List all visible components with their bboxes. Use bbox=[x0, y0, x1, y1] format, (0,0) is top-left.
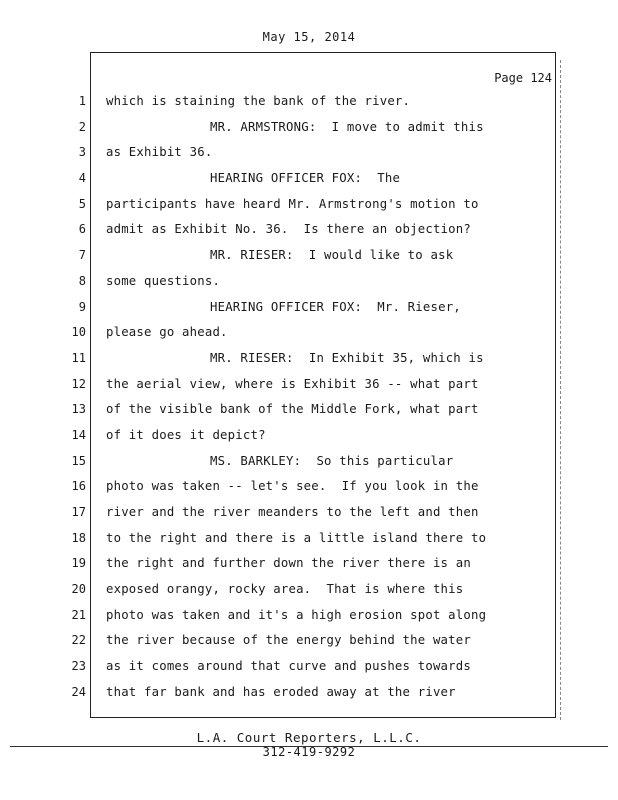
transcript-line: admit as Exhibit No. 36. Is there an objection? bbox=[106, 222, 471, 237]
transcript-line: that far bank and has eroded away at the river bbox=[106, 684, 456, 699]
transcript-line: HEARING OFFICER FOX: The bbox=[210, 171, 401, 186]
footer-phone: 312-419-9292 bbox=[262, 745, 356, 759]
transcript-line: the aerial view, where is Exhibit 36 -- what part bbox=[106, 376, 479, 391]
line-number: 19 bbox=[71, 556, 86, 571]
line-number: 23 bbox=[71, 659, 86, 674]
transcript-line: as Exhibit 36. bbox=[106, 145, 213, 160]
transcript-line: to the right and there is a little island there to bbox=[106, 530, 487, 545]
line-number: 15 bbox=[71, 453, 86, 468]
transcript-line: which is staining the bank of the river. bbox=[106, 94, 411, 108]
line-number: 3 bbox=[78, 145, 86, 160]
transcript-body bbox=[106, 92, 546, 709]
transcript-line: the river because of the energy behind the water bbox=[106, 633, 471, 648]
transcript-line: photo was taken -- let's see. If you look in the bbox=[106, 479, 479, 494]
line-number: 6 bbox=[78, 222, 86, 237]
line-number: 24 bbox=[71, 684, 86, 699]
header-date: May 15, 2014 bbox=[262, 30, 356, 44]
line-number: 18 bbox=[71, 530, 86, 545]
transcript-line: photo was taken and it's a high erosion spot along bbox=[106, 607, 487, 622]
line-number: 9 bbox=[78, 299, 86, 314]
transcript-line: MR. RIESER: In Exhibit 35, which is bbox=[210, 350, 484, 365]
transcript-line: some questions. bbox=[106, 273, 221, 288]
line-number: 8 bbox=[78, 273, 86, 288]
line-number: 11 bbox=[71, 350, 86, 365]
line-number: 20 bbox=[71, 582, 86, 597]
line-number: 10 bbox=[71, 325, 86, 340]
page-number: Page 124 bbox=[494, 71, 552, 85]
line-number: 12 bbox=[71, 376, 86, 391]
transcript-line: MR. RIESER: I would like to ask bbox=[210, 248, 454, 263]
line-number: 13 bbox=[71, 402, 86, 417]
transcript-line: exposed orangy, rocky area. That is where this bbox=[106, 582, 464, 597]
line-number: 16 bbox=[71, 479, 86, 494]
line-number-column bbox=[60, 92, 86, 709]
transcript-line: HEARING OFFICER FOX: Mr. Rieser, bbox=[210, 299, 461, 314]
line-number: 17 bbox=[71, 505, 86, 519]
line-number: 1 bbox=[78, 94, 86, 108]
line-number: 5 bbox=[78, 196, 86, 211]
transcript-line: MS. BARKLEY: So this particular bbox=[210, 453, 454, 468]
transcript-line: river and the river meanders to the left and then bbox=[106, 505, 479, 519]
line-number: 7 bbox=[78, 248, 86, 263]
transcript-line: of it does it depict? bbox=[106, 427, 266, 442]
transcript-line: the right and further down the river there is an bbox=[106, 556, 471, 571]
line-number: 4 bbox=[78, 171, 86, 186]
transcript-line: MR. ARMSTRONG: I move to admit this bbox=[210, 119, 484, 134]
line-number: 21 bbox=[71, 607, 86, 622]
right-margin-rule bbox=[560, 60, 561, 720]
transcript-line: of the visible bank of the Middle Fork, what part bbox=[106, 402, 479, 417]
line-number: 14 bbox=[71, 427, 86, 442]
transcript-line: participants have heard Mr. Armstrong's motion to bbox=[106, 196, 479, 211]
transcript-line: as it comes around that curve and pushes towards bbox=[106, 659, 471, 674]
transcript-line: please go ahead. bbox=[106, 325, 228, 340]
line-number: 22 bbox=[71, 633, 86, 648]
footer-company: L.A. Court Reporters, L.L.C. bbox=[196, 730, 422, 745]
line-number: 2 bbox=[78, 119, 86, 134]
